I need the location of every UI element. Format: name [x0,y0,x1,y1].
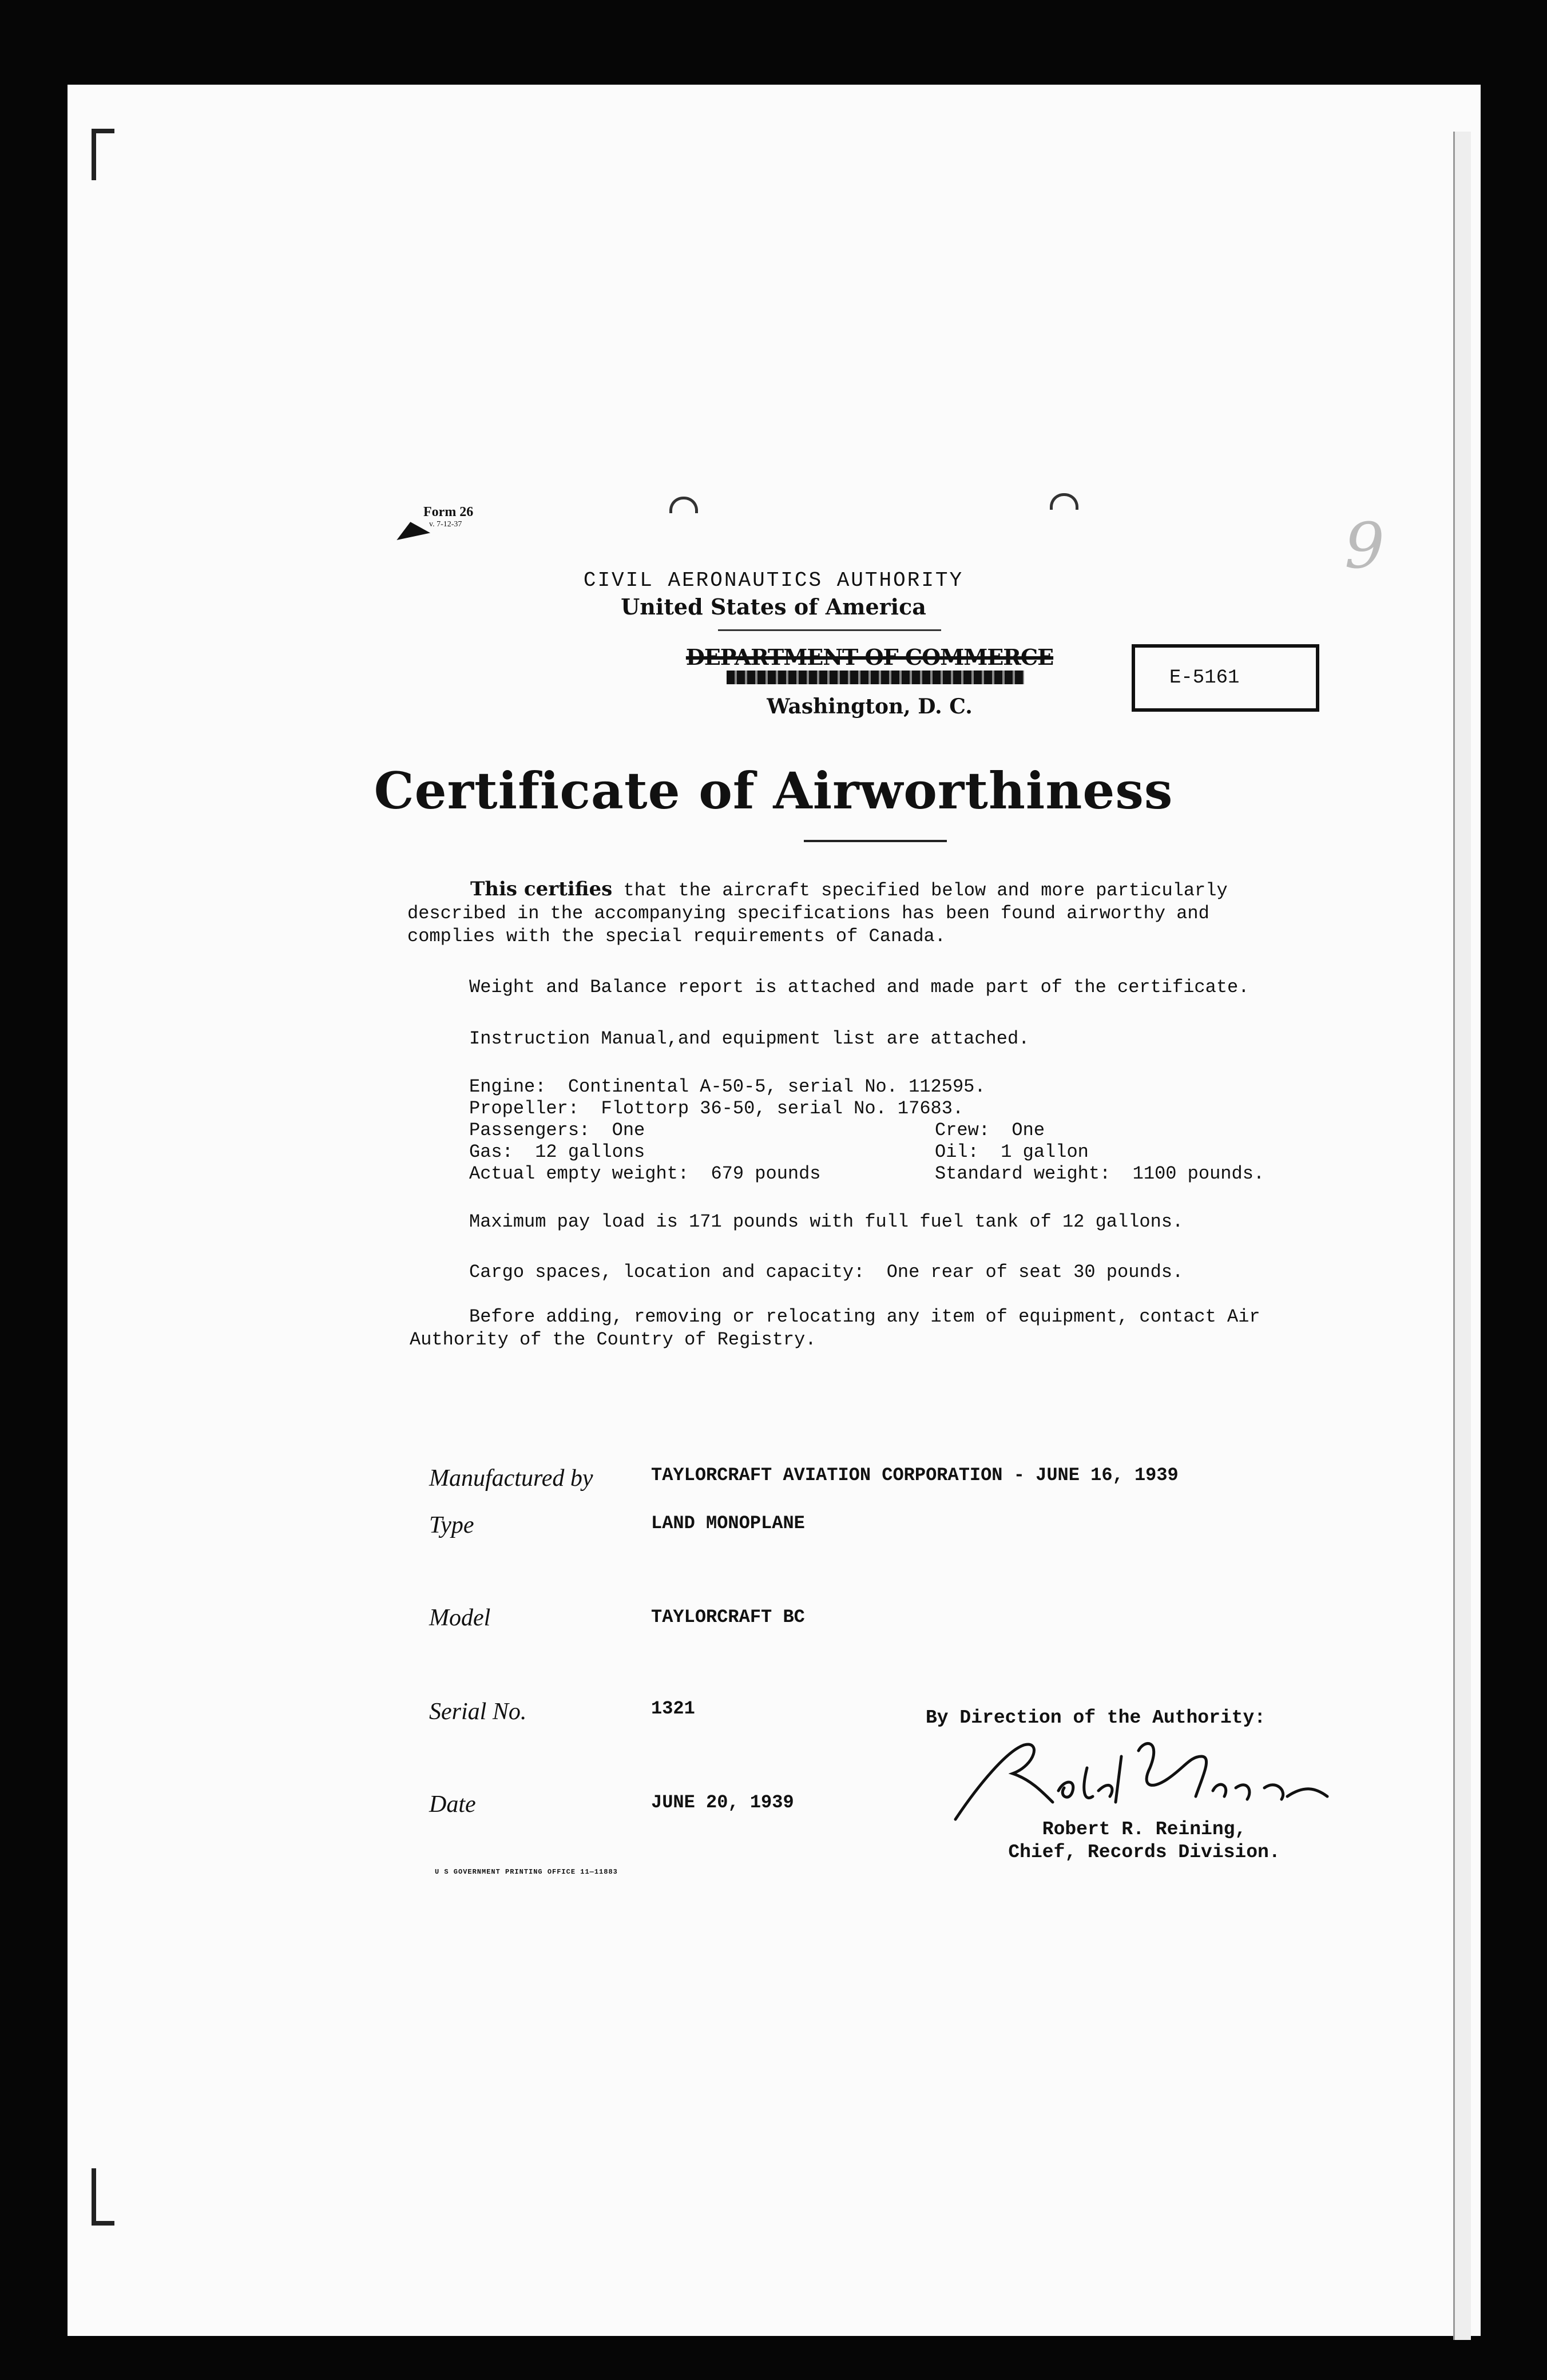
crew-spec: Crew: One [935,1120,1045,1141]
signer-title: Chief, Records Division. [1008,1842,1280,1863]
manufactured-value: TAYLORCRAFT AVIATION CORPORATION - JUNE 16, 1939 [651,1465,1179,1486]
pencil-mark: 9 [1344,509,1385,582]
model-value: TAYLORCRAFT BC [651,1606,805,1628]
agency-name: CIVIL AERONAUTICS AUTHORITY [583,569,964,592]
serial-label: Serial No. [429,1699,527,1725]
struck-bureau-line [727,671,1024,684]
direction-text: By Direction of the Authority: [926,1707,1266,1728]
printer-imprint: U S GOVERNMENT PRINTING OFFICE 11—11883 [435,1868,618,1876]
empty-weight-spec: Actual empty weight: 679 pounds [469,1163,821,1184]
oil-spec: Oil: 1 gallon [935,1141,1089,1163]
intro-paragraph [407,878,1334,948]
type-label: Type [429,1512,474,1538]
type-value: LAND MONOPLANE [651,1513,805,1534]
date-value: JUNE 20, 1939 [651,1792,794,1813]
manufactured-label: Manufactured by [429,1465,593,1492]
certificate-number-box [1132,644,1319,712]
location: Washington, D. C. [767,695,973,719]
cargo-note: Cargo spaces, location and capacity: One rear of seat 30 pounds. [469,1262,1184,1283]
crop-mark-bottom-left [92,2168,96,2226]
gas-spec: Gas: 12 gallons [469,1141,645,1163]
date-label: Date [429,1791,476,1818]
passengers-spec: Passengers: One [469,1120,645,1141]
engine-spec: Engine: Continental A-50-5, serial No. 112595. [469,1076,986,1097]
intro-lead: This certifies [470,878,613,901]
signer-name: Robert R. Reining, [1042,1819,1247,1840]
standard-weight-spec: Standard weight: 1100 pounds. [935,1163,1265,1184]
signer-block [995,1818,1293,1864]
country-name: United States of America [621,594,926,620]
struck-department: DEPARTMENT OF COMMERCE [685,644,1054,670]
intro-line-2: described in the accompanying specifications has been found airworthy and [407,903,1209,924]
advice-line-1: Before adding, removing or relocating any item of equipment, contact Air [469,1306,1260,1327]
crop-mark-bottom-left-h [92,2221,114,2226]
intro-line-3: complies with the special requirements of Canada. [407,926,946,947]
propeller-spec: Propeller: Flottorp 36-50, serial No. 17683. [469,1098,964,1119]
weight-balance-note: Weight and Balance report is attached and made part of the certificate. [469,977,1250,998]
document-title: Certificate of Airworthiness [374,761,1173,820]
title-divider [804,840,947,842]
handwritten-signature [944,1734,1333,1831]
manual-note: Instruction Manual,and equipment list are attached. [469,1028,1030,1049]
advice-line-2: Authority of the Country of Registry. [410,1329,816,1350]
certificate-number: E-5161 [1169,667,1240,689]
crop-mark-top-left [92,129,96,180]
model-label: Model [429,1605,491,1631]
intro-line-1: that the aircraft specified below and more particularly [612,880,1228,901]
payload-note: Maximum pay load is 171 pounds with full fuel tank of 12 gallons. [469,1211,1184,1232]
sheet-edge [1453,132,1471,2340]
crop-mark-top-left-h [92,129,114,133]
serial-value: 1321 [651,1698,695,1719]
header-divider [718,629,941,631]
form-number: Form 26 v. 7-12-37 [423,505,474,529]
